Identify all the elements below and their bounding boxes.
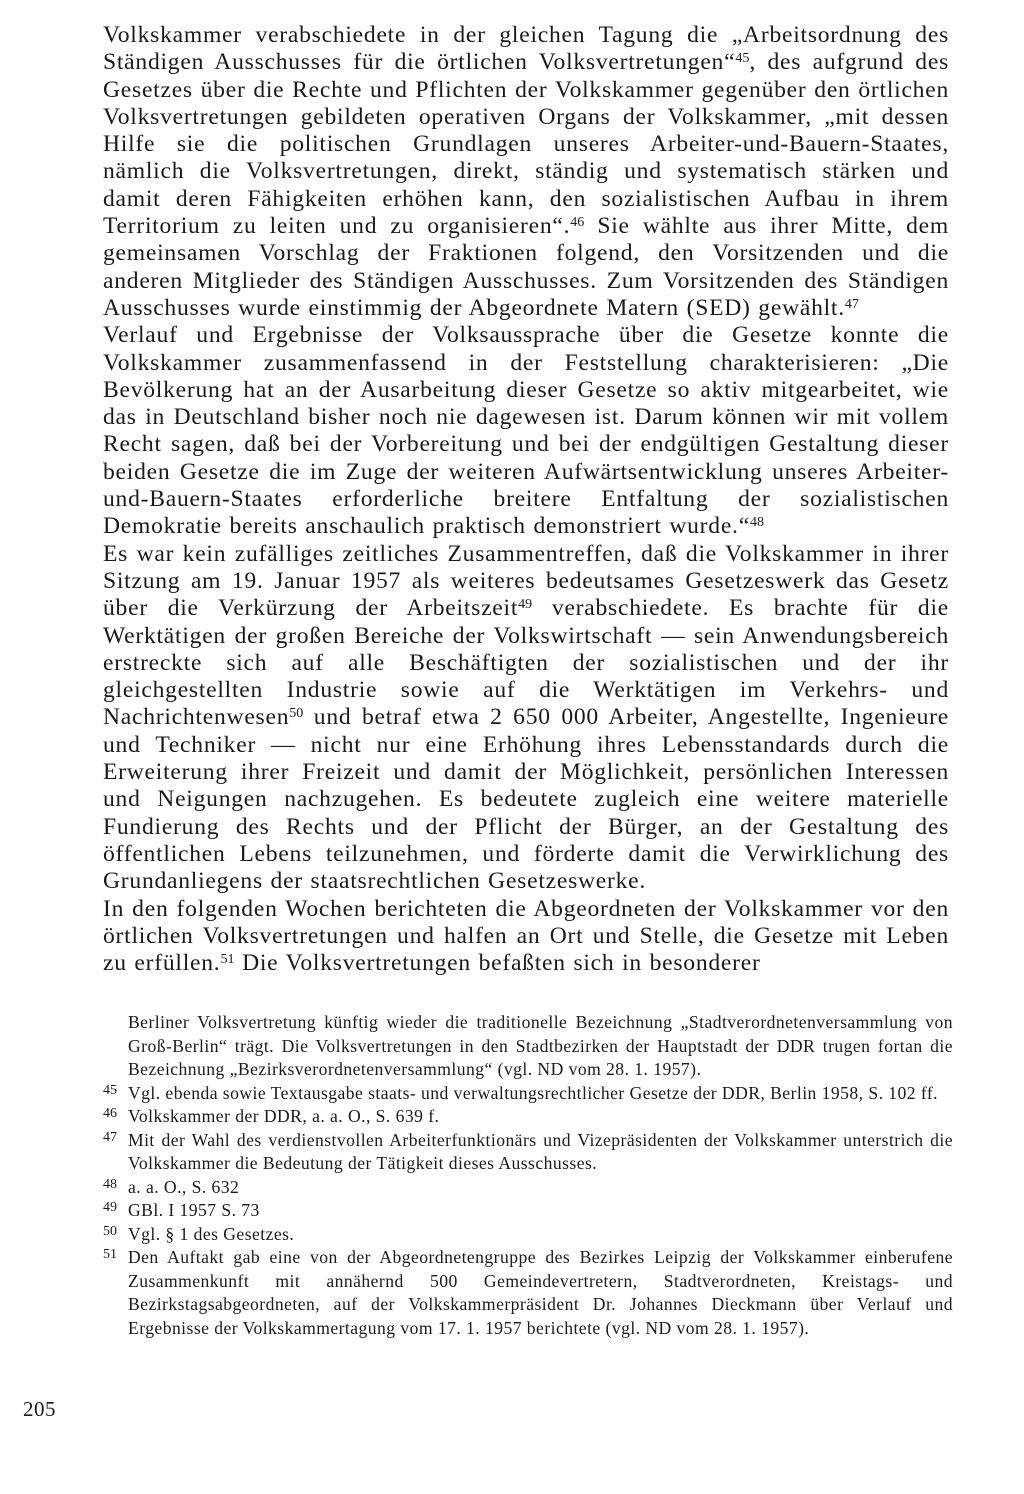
text-segment: verabschiedete. Es brachte für die Werktätigen der großen Bereiche der Volkswirtschaft — sein Anwendungsbereich erstreckte sich auf alle Beschäftigten der sozialistischen und der ihr gleichgestellten Industrie sowie auf die Werktätigen im Verkehrs- und Nachrichtenwesen: [103, 595, 949, 731]
footnote-reference: 45: [735, 51, 750, 67]
footnote-reference: 47: [844, 296, 859, 312]
text-segment: Es war kein zufälliges zeitliches Zusammentreffen, daß die Volkskammer in ihrer Sitzung am 19. Januar 1957 als weiteres bedeutsames Gesetzeswerk das Gesetz über die Verkürzung der Arbeitszeit: [103, 540, 949, 622]
text-segment: Sie wählte aus ihrer Mitte, dem gemeinsamen Vorschlag der Fraktionen folgend, den Vorsitzenden und die anderen Mitglieder des Ständigen Ausschusses. Zum Vorsitzenden des Ständigen Ausschusses wurde einstimmig der Abgeordnete Matern (SED) gewählt.: [103, 213, 949, 321]
body-paragraph: [103, 322, 949, 540]
footnote-text: Vgl. § 1 des Gesetzes.: [128, 1223, 295, 1244]
footnote-number: 50: [103, 1223, 117, 1239]
footnote-reference: 48: [749, 515, 764, 531]
footnote: [103, 1011, 953, 1082]
footnote-reference: 51: [220, 952, 235, 968]
footnote-number: 46: [103, 1106, 117, 1121]
text-segment: In den folgenden Wochen berichteten die Abgeordneten der Volkskammer vor den örtlichen Volksvertretungen und halfen an Ort und Stelle, die Gesetze mit Leben zu erfüllen.: [103, 895, 949, 977]
footnotes: [103, 1011, 953, 1340]
footnote: [103, 1105, 953, 1129]
text-segment: Volkskammer verabschiedete in der gleichen Tagung die „Arbeitsordnung des Ständigen Ausschusses für die örtlichen Volksvertretungen“: [103, 22, 949, 76]
footnote-number: 45: [103, 1082, 117, 1098]
footnote-number: 49: [103, 1200, 117, 1215]
footnote-reference: 46: [570, 215, 585, 231]
footnote-number: 51: [103, 1247, 117, 1262]
footnote-text: Volkskammer der DDR, a. a. O., S. 639 f.: [128, 1106, 440, 1126]
footnote: [103, 1129, 953, 1176]
footnote: [103, 1223, 953, 1247]
main-text: [103, 22, 949, 977]
footnote-text: Vgl. ebenda sowie Textausgabe staats- und verwaltungsrechtlicher Gesetze der DDR, Berlin 1958, S. 102 ff.: [128, 1082, 938, 1103]
footnote-text: Berliner Volksvertretung künftig wieder die traditionelle Bezeichnung „Stadtverordnetenversammlung von Groß-Berlin“ trägt. Die Volksvertretungen in den Stadtbezirken der Hauptstadt der DDR trugen fortan die Bezeichnung „Bezirksverordnetenversammlung“ (vgl. ND vom 28. 1. 1957).: [128, 1012, 953, 1079]
text-segment: Die Volksvertretungen befaßten sich in besonderer: [234, 950, 761, 977]
footnote: [103, 1199, 953, 1223]
body-paragraph: [103, 541, 949, 896]
body-paragraph: [103, 22, 949, 322]
text-segment: und betraf etwa 2 650 000 Arbeiter, Angestellte, Ingenieure und Techniker — nicht nur eine Erhöhung ihres Lebensstandards durch die Erweiterung ihrer Freizeit und damit der Möglichkeit, persönlichen Interessen und Neigungen nachzugehen. Es bedeutete zugleich eine weitere materielle Fundierung des Rechts und der Pflicht der Bürger, an der Gestaltung des öffentlichen Lebens teilzunehmen, und förderte damit die Verwirklichung des Grundanliegens der staatsrechtlichen Gesetzeswerke.: [103, 704, 949, 895]
text-segment: , des aufgrund des Gesetzes über die Rechte und Pflichten der Volkskammer gegenüber den örtlichen Volksvertretungen gebildeten operativen Organs der Volkskammer, „mit dessen Hilfe sie die politischen Grundlagen unseres Arbeiter-und-Bauern-Staates, nämlich die Volksvertretungen, direkt, ständig und systematisch stärken und damit deren Fähigkeiten erhöhen kann, den sozialistischen Aufbau in ihrem Territorium zu leiten und zu organisieren“.: [103, 49, 950, 240]
footnote-text: a. a. O., S. 632: [128, 1176, 240, 1197]
footnote-reference: 50: [289, 706, 304, 722]
footnote-text: GBl. I 1957 S. 73: [128, 1200, 260, 1220]
footnote-text: Den Auftakt gab eine von der Abgeordnetengruppe des Bezirkes Leipzig der Volkskammer einberufene Zusammenkunft mit annähernd 500 Gemeindevertretern, Stadtverordneten, Kreistags- und Bezirkstagsabgeordneten, auf der Volkskammerpräsident Dr. Johannes Dieckmann über Verlauf und Ergebnisse der Volkskammertagung vom 17. 1. 1957 berichtete (vgl. ND vom 28. 1. 1957).: [128, 1247, 953, 1338]
text-segment: Verlauf und Ergebnisse der Volksaussprache über die Gesetze konnte die Volkskammer zusammenfassend in der Feststellung charakterisieren: „Die Bevölkerung hat an der Ausarbeitung dieser Gesetze so aktiv mitgearbeitet, wie das in Deutschland bisher noch nie dagewesen ist. Darum können wir mit vollem Recht sagen, daß bei der Vorbereitung und bei der endgültigen Gestaltung dieser beiden Gesetze die im Zuge der weiteren Aufwärtsentwicklung unseres Arbeiter-und-Bauern-Staates erforderliche breitere Entfaltung der sozialistischen Demokratie bereits anschaulich praktisch demonstriert wurde.“: [103, 322, 949, 540]
footnote: [103, 1082, 953, 1106]
footnote: [103, 1246, 953, 1340]
footnote-reference: 49: [518, 597, 533, 613]
footnote-text: Mit der Wahl des verdienstvollen Arbeiterfunktionärs und Vizepräsidenten der Volkskammer unterstrich die Volkskammer die Bedeutung der Tätigkeit dieses Ausschusses.: [128, 1129, 953, 1173]
footnote-number: 47: [103, 1129, 117, 1145]
page-number: 205: [23, 1397, 56, 1421]
footnote-number: 48: [103, 1176, 117, 1192]
body-paragraph: [103, 896, 949, 978]
footnote: [103, 1176, 953, 1200]
